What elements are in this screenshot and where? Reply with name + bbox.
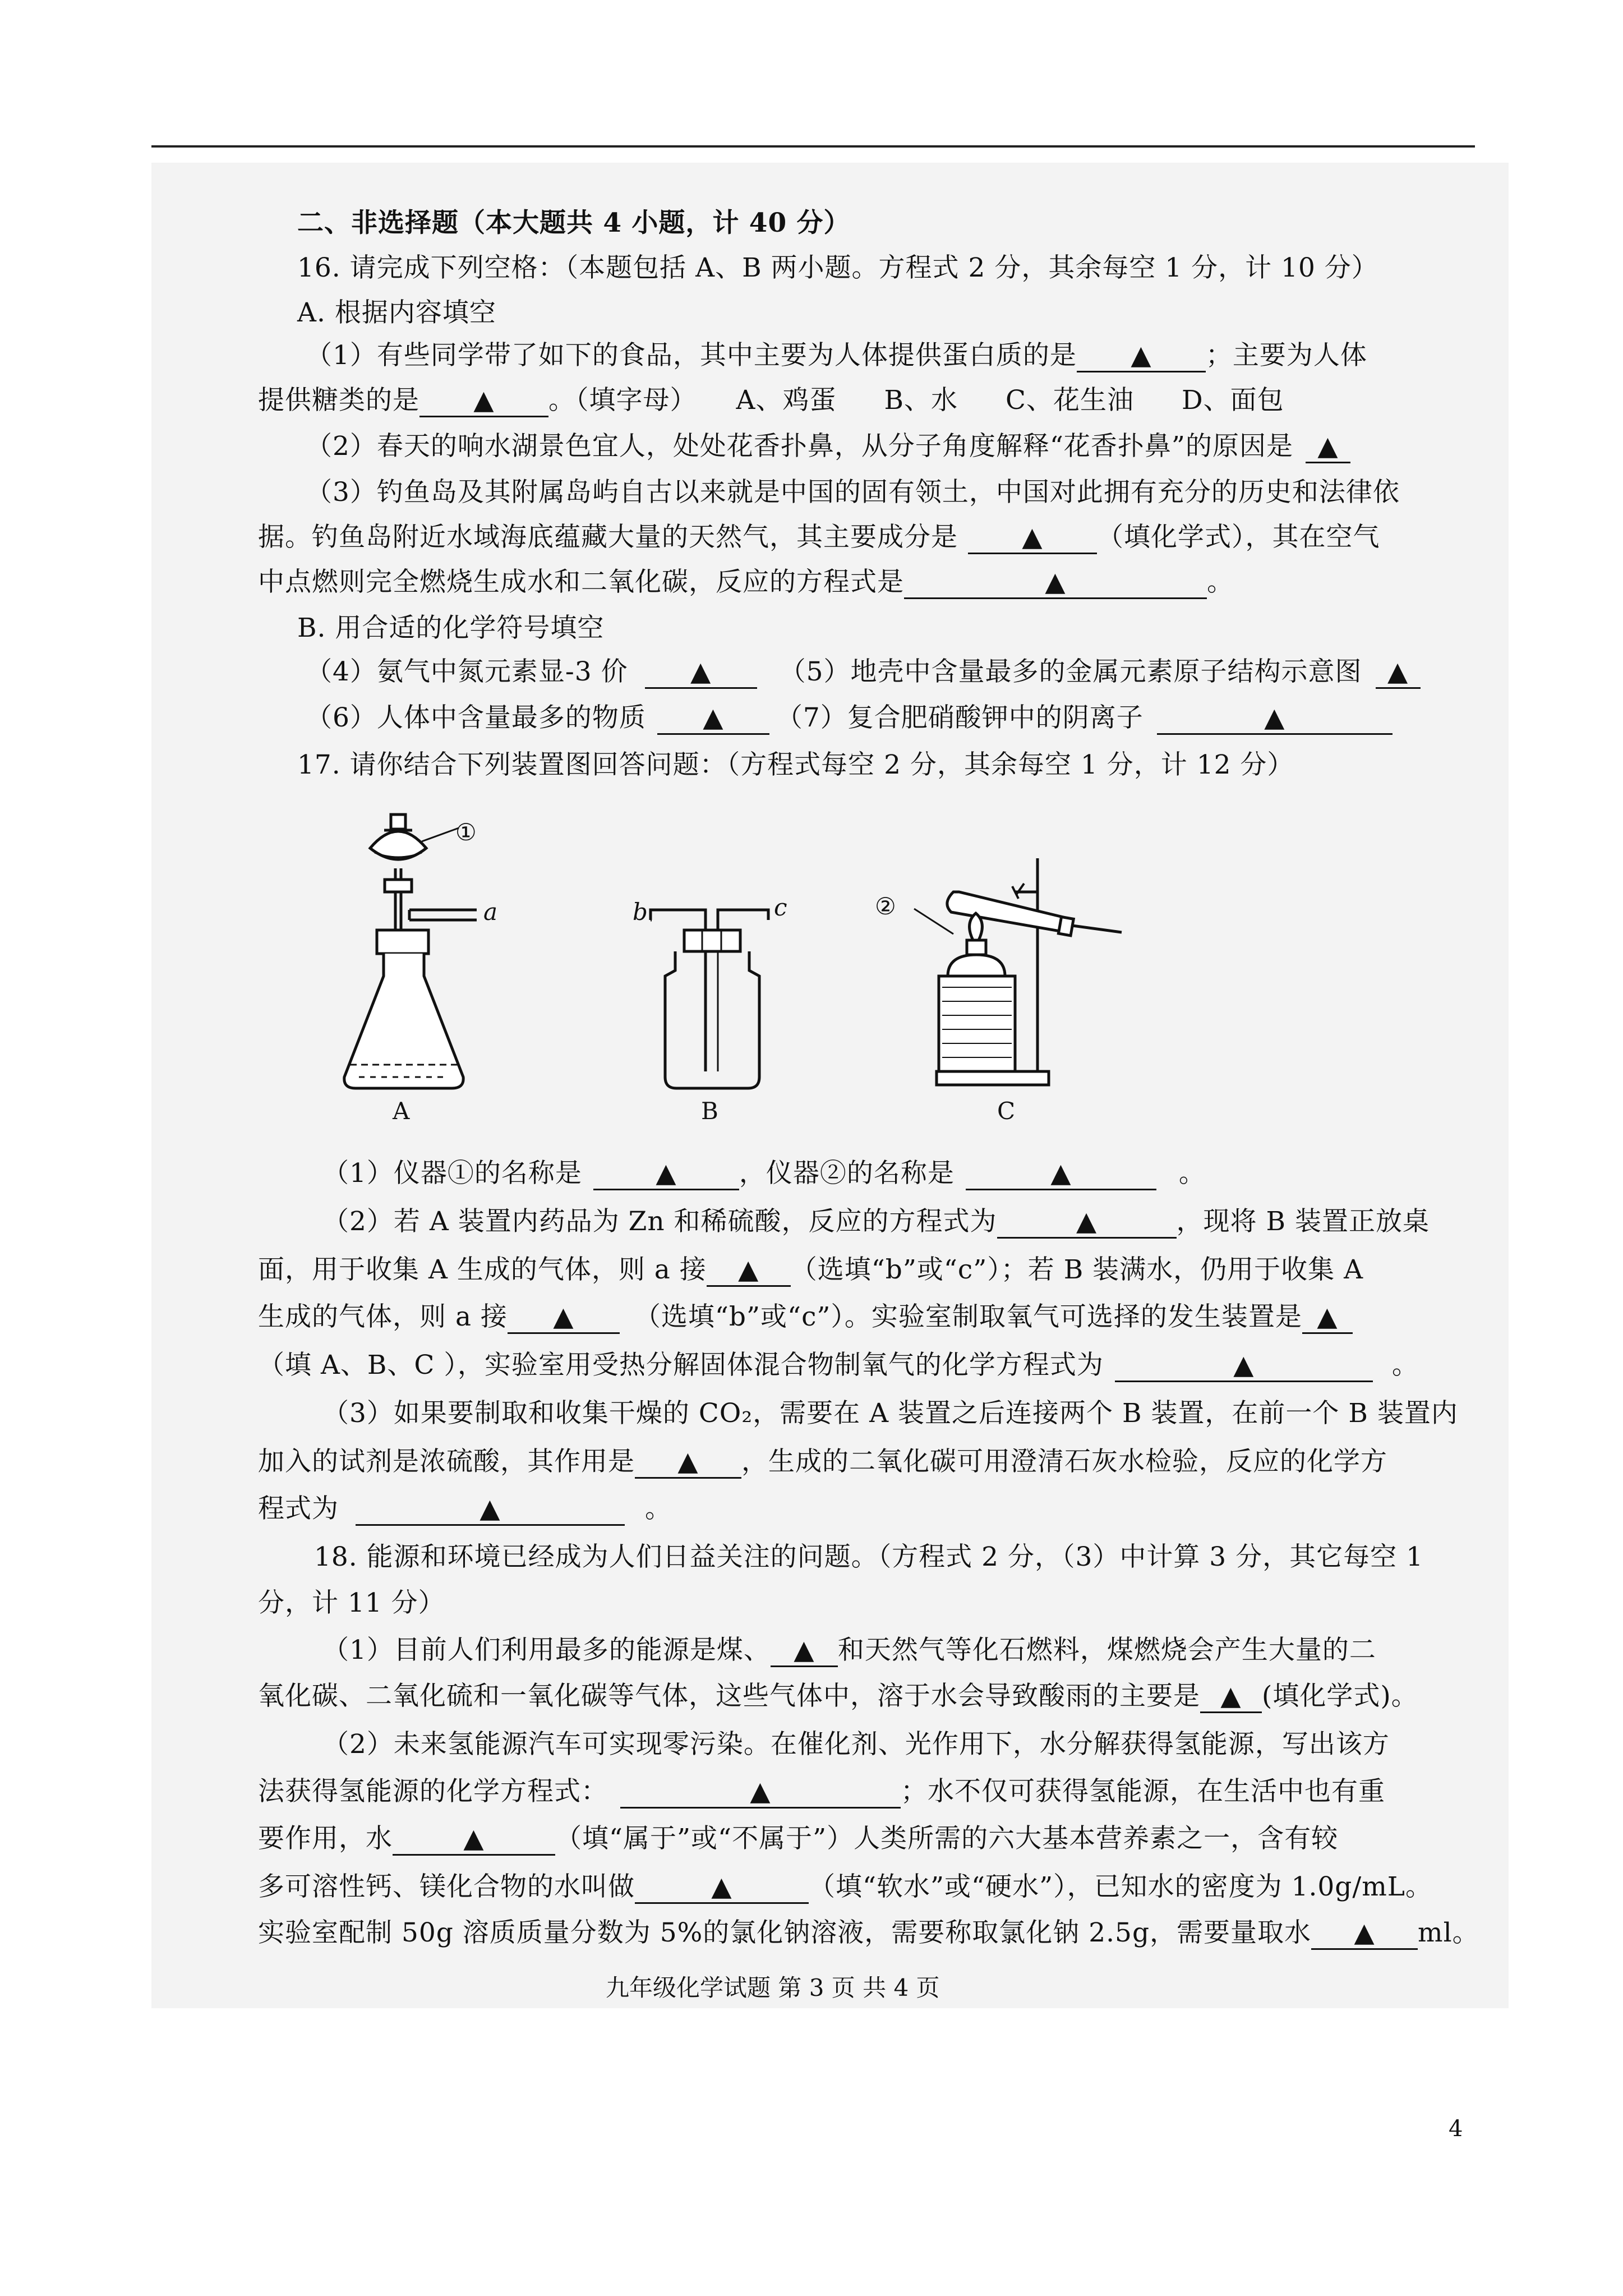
answer-blank[interactable]: ▲	[1311, 1918, 1418, 1950]
answer-blank[interactable]: ▲	[968, 522, 1097, 554]
answer-blank[interactable]: ▲	[508, 1302, 620, 1334]
q18-line-1: （1）目前人们利用最多的能源是煤、 ▲ 和天然气等化石燃料，煤燃烧会产生大量的二	[322, 1634, 1376, 1667]
q16-line-5: 据。钓鱼岛附近水域海底蕴藏大量的天然气，其主要成分是 ▲ （填化学式），其在空气	[258, 521, 1380, 554]
label-circle-2: ②	[875, 892, 896, 920]
q17-line-8: 程式为 ▲ 。	[258, 1492, 672, 1526]
option-a: A、鸡蛋	[736, 385, 837, 416]
apparatus-figure	[336, 808, 1211, 1128]
q16-line-4: （3）钓鱼岛及其附属岛屿自古以来就是中国的固有领土，中国对此拥有充分的历史和法律依	[306, 477, 1400, 508]
label-apparatus-a: A	[393, 1097, 410, 1125]
answer-blank[interactable]: ▲	[1200, 1681, 1262, 1713]
q18-line-2: 氧化碳、二氧化硫和一氧化碳等气体，这些气体中，溶于水会导致酸雨的主要是 ▲ (填化学式)。	[258, 1680, 1418, 1713]
label-port-a: a	[483, 898, 498, 926]
answer-blank[interactable]: ▲	[635, 1872, 809, 1904]
q18-line-5: 要作用，水 ▲ （填“属于”或“不属于”）人类所需的六大基本营养素之一，含有较	[258, 1822, 1338, 1856]
answer-blank[interactable]: ▲	[1302, 1302, 1353, 1334]
page-footer: 九年级化学试题 第 3 页 共 4 页	[606, 1974, 940, 2001]
answer-blank[interactable]: ▲	[1157, 703, 1393, 735]
q16-line-8: （4）氨气中氮元素显-3 价 ▲ （5）地壳中含量最多的金属元素原子结构示意图 ▲	[306, 655, 1421, 689]
answer-blank[interactable]: ▲	[1376, 657, 1421, 689]
q16-part-a-heading: A. 根据内容填空	[297, 297, 496, 328]
answer-blank[interactable]: ▲	[657, 703, 769, 735]
answer-blank[interactable]: ▲	[966, 1158, 1156, 1190]
q18-intro-1: 18. 能源和环境已经成为人们日益关注的问题。（方程式 2 分，（3）中计算 3 分，其它每空 1	[314, 1542, 1423, 1572]
answer-blank[interactable]: ▲	[419, 385, 548, 417]
q16-line-3: （2）春天的响水湖景色宜人，处处花香扑鼻，从分子角度解释“花香扑鼻”的原因是 ▲	[306, 430, 1350, 463]
q16-intro: 16. 请完成下列空格：（本题包括 A、B 两小题。方程式 2 分，其余每空 1 分，计 10 分）	[297, 252, 1378, 283]
q18-line-3: （2）未来氢能源汽车可实现零污染。在催化剂、光作用下，水分解获得氢能源，写出该方	[322, 1729, 1390, 1760]
answer-blank[interactable]: ▲	[645, 657, 757, 689]
answer-blank[interactable]: ▲	[1077, 341, 1206, 372]
answer-blank[interactable]: ▲	[997, 1207, 1177, 1239]
q17-line-5: （填 A、B、C ），实验室用受热分解固体混合物制氧气的化学方程式为 ▲ 。	[258, 1349, 1419, 1382]
q17-line-3: 面，用于收集 A 生成的气体，则 a 接 ▲ （选填“b”或“c”）；若 B 装满水，仍用于收集 A	[258, 1253, 1363, 1287]
q16-line-6: 中点燃则完全燃烧生成水和二氧化碳，反应的方程式是 ▲ 。	[258, 565, 1234, 599]
q17-line-2: （2）若 A 装置内药品为 Zn 和稀硫酸，反应的方程式为 ▲ ，现将 B 装置正放桌	[322, 1205, 1430, 1239]
q16-part-b-heading: B. 用合适的化学符号填空	[297, 613, 605, 643]
q16-line-1: （1）有些同学带了如下的食品，其中主要为人体提供蛋白质的是 ▲ ；主要为人体	[306, 339, 1367, 372]
answer-blank[interactable]: ▲	[707, 1255, 791, 1287]
q18-intro-2: 分，计 11 分）	[258, 1588, 445, 1618]
option-b: B、水	[884, 385, 958, 416]
apparatus-a	[344, 815, 477, 1088]
q18-line-4: 法获得氢能源的化学方程式： ▲ ；水不仅可获得氢能源，在生活中也有重	[258, 1775, 1385, 1809]
q17-line-1: （1）仪器①的名称是 ▲ ，仪器②的名称是 ▲ 。	[322, 1157, 1206, 1190]
answer-blank[interactable]: ▲	[356, 1494, 625, 1526]
answer-blank[interactable]: ▲	[771, 1635, 838, 1667]
answer-blank[interactable]: ▲	[1115, 1350, 1373, 1382]
answer-blank[interactable]: ▲	[620, 1777, 901, 1809]
answer-blank[interactable]: ▲	[904, 567, 1207, 599]
q17-line-6: （3）如果要制取和收集干燥的 CO₂，需要在 A 装置之后连接两个 B 装置，在前一个 B 装置内	[322, 1398, 1458, 1429]
q18-line-6: 多可溶性钙、镁化合物的水叫做 ▲ （填“软水”或“硬水”），已知水的密度为 1.0g/mL。	[258, 1870, 1432, 1904]
answer-blank[interactable]: ▲	[593, 1158, 739, 1190]
q17-line-4: 生成的气体，则 a 接 ▲ （选填“b”或“c”）。实验室制取氧气可选择的发生装置是 ▲	[258, 1300, 1353, 1334]
label-port-c: c	[774, 894, 787, 921]
option-d: D、面包	[1181, 385, 1284, 416]
label-circle-1: ①	[455, 818, 477, 846]
q17-intro: 17. 请你结合下列装置图回答问题：（方程式每空 2 分，其余每空 1 分，计 12 分）	[297, 749, 1294, 780]
section-title: 二、非选择题（本大题共 4 小题，计 40 分）	[297, 208, 851, 238]
option-c: C、花生油	[1006, 385, 1134, 416]
page-number: 4	[1449, 2116, 1463, 2142]
answer-blank[interactable]: ▲	[393, 1824, 555, 1856]
q16-line-9: （6）人体中含量最多的物质 ▲ （7）复合肥硝酸钾中的阴离子 ▲	[306, 701, 1393, 735]
label-port-b: b	[633, 898, 648, 926]
label-apparatus-c: C	[997, 1097, 1016, 1125]
q18-line-7: 实验室配制 50g 溶质质量分数为 5%的氯化钠溶液，需要称取氯化钠 2.5g，需要量取水 ▲ ml。	[258, 1916, 1479, 1950]
answer-blank[interactable]: ▲	[635, 1447, 741, 1479]
apparatus-b	[651, 910, 768, 1088]
top-rule	[151, 145, 1475, 148]
label-apparatus-b: B	[701, 1097, 718, 1125]
apparatus-c	[914, 858, 1122, 1085]
q17-line-7: 加入的试剂是浓硫酸，其作用是 ▲ ，生成的二氧化碳可用澄清石灰水检验，反应的化学方	[258, 1445, 1387, 1479]
q16-line-2: 提供糖类的是 ▲ 。（填字母） A、鸡蛋 B、水 C、花生油 D、面包	[258, 384, 1284, 417]
answer-blank[interactable]: ▲	[1306, 431, 1350, 463]
